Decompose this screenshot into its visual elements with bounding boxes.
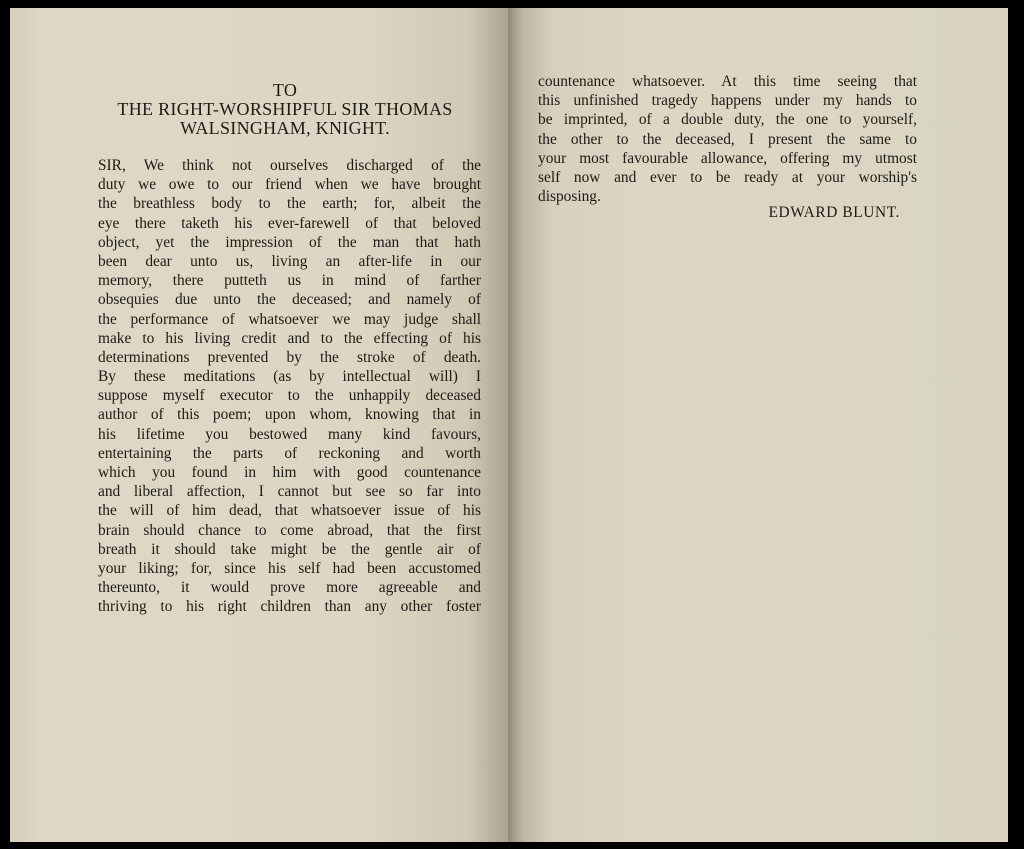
text-line: your liking; for, since his self had been accustomed xyxy=(98,559,481,577)
page-edge-shadow xyxy=(1008,8,1024,842)
text-line: obsequies due unto the deceased; and namely of xyxy=(98,291,481,309)
text-line: which you found in him with good countenance xyxy=(98,464,481,481)
left-page xyxy=(10,8,508,842)
text-line: brain should chance to come abroad, that the first xyxy=(98,521,481,539)
text-line: By these meditations (as by intellectual will) I xyxy=(98,368,481,386)
text-line: duty we owe to our friend when we have brought xyxy=(98,176,481,194)
signature: EDWARD BLUNT. xyxy=(768,204,900,221)
text-line: the will of him dead, that whatsoever issue of his xyxy=(98,502,481,520)
text-line: the other to the deceased, I present the same to xyxy=(538,130,917,148)
dedication-title-to: TO xyxy=(272,80,298,100)
text-line: thriving to his right children than any other foster xyxy=(98,598,481,616)
text-line: breath it should take might be the gentle air of xyxy=(98,540,481,558)
text-line: entertaining the parts of reckoning and worth xyxy=(98,444,481,462)
text-line: countenance whatsoever. At this time seeing that xyxy=(538,73,917,90)
right-page xyxy=(508,8,1008,842)
dedication-title-recipient: THE RIGHT-WORSHIPFUL SIR THOMAS xyxy=(117,99,453,119)
dedication-body-continued xyxy=(538,72,917,206)
text-line: SIR, We think not ourselves discharged of the xyxy=(98,157,481,174)
text-line: be imprinted, of a double duty, the one to yourself, xyxy=(538,111,917,129)
text-line: the breathless body to the earth; for, albeit the xyxy=(98,195,481,213)
text-line: and liberal affection, I cannot but see so far into xyxy=(98,483,481,501)
text-line: disposing. xyxy=(538,188,601,206)
text-line: memory, there putteth us in mind of farther xyxy=(98,272,481,290)
dedication-title-recipient-rank: WALSINGHAM, KNIGHT. xyxy=(180,118,390,138)
text-line: object, yet the impression of the man that hath xyxy=(98,233,481,251)
text-line: self now and ever to be ready at your worship's xyxy=(538,168,917,186)
text-line: determinations prevented by the stroke of death. xyxy=(98,348,481,366)
dedication-body xyxy=(98,156,481,617)
text-line: author of this poem; upon whom, knowing that in xyxy=(98,406,481,424)
text-line: the performance of whatsoever we may judge shall xyxy=(98,310,481,328)
text-line: make to his living credit and to the effecting of his xyxy=(98,329,481,347)
text-line: his lifetime you bestowed many kind favours, xyxy=(98,425,481,443)
text-line: been dear unto us, living an after-life in our xyxy=(98,252,481,270)
text-line: thereunto, it would prove more agreeable and xyxy=(98,579,481,597)
text-line: your most favourable allowance, offering my utmost xyxy=(538,149,917,167)
text-line: this unfinished tragedy happens under my hands to xyxy=(538,92,917,110)
text-line: suppose myself executor to the unhappily deceased xyxy=(98,387,481,405)
text-line: eye there taketh his ever-farewell of that beloved xyxy=(98,214,481,232)
